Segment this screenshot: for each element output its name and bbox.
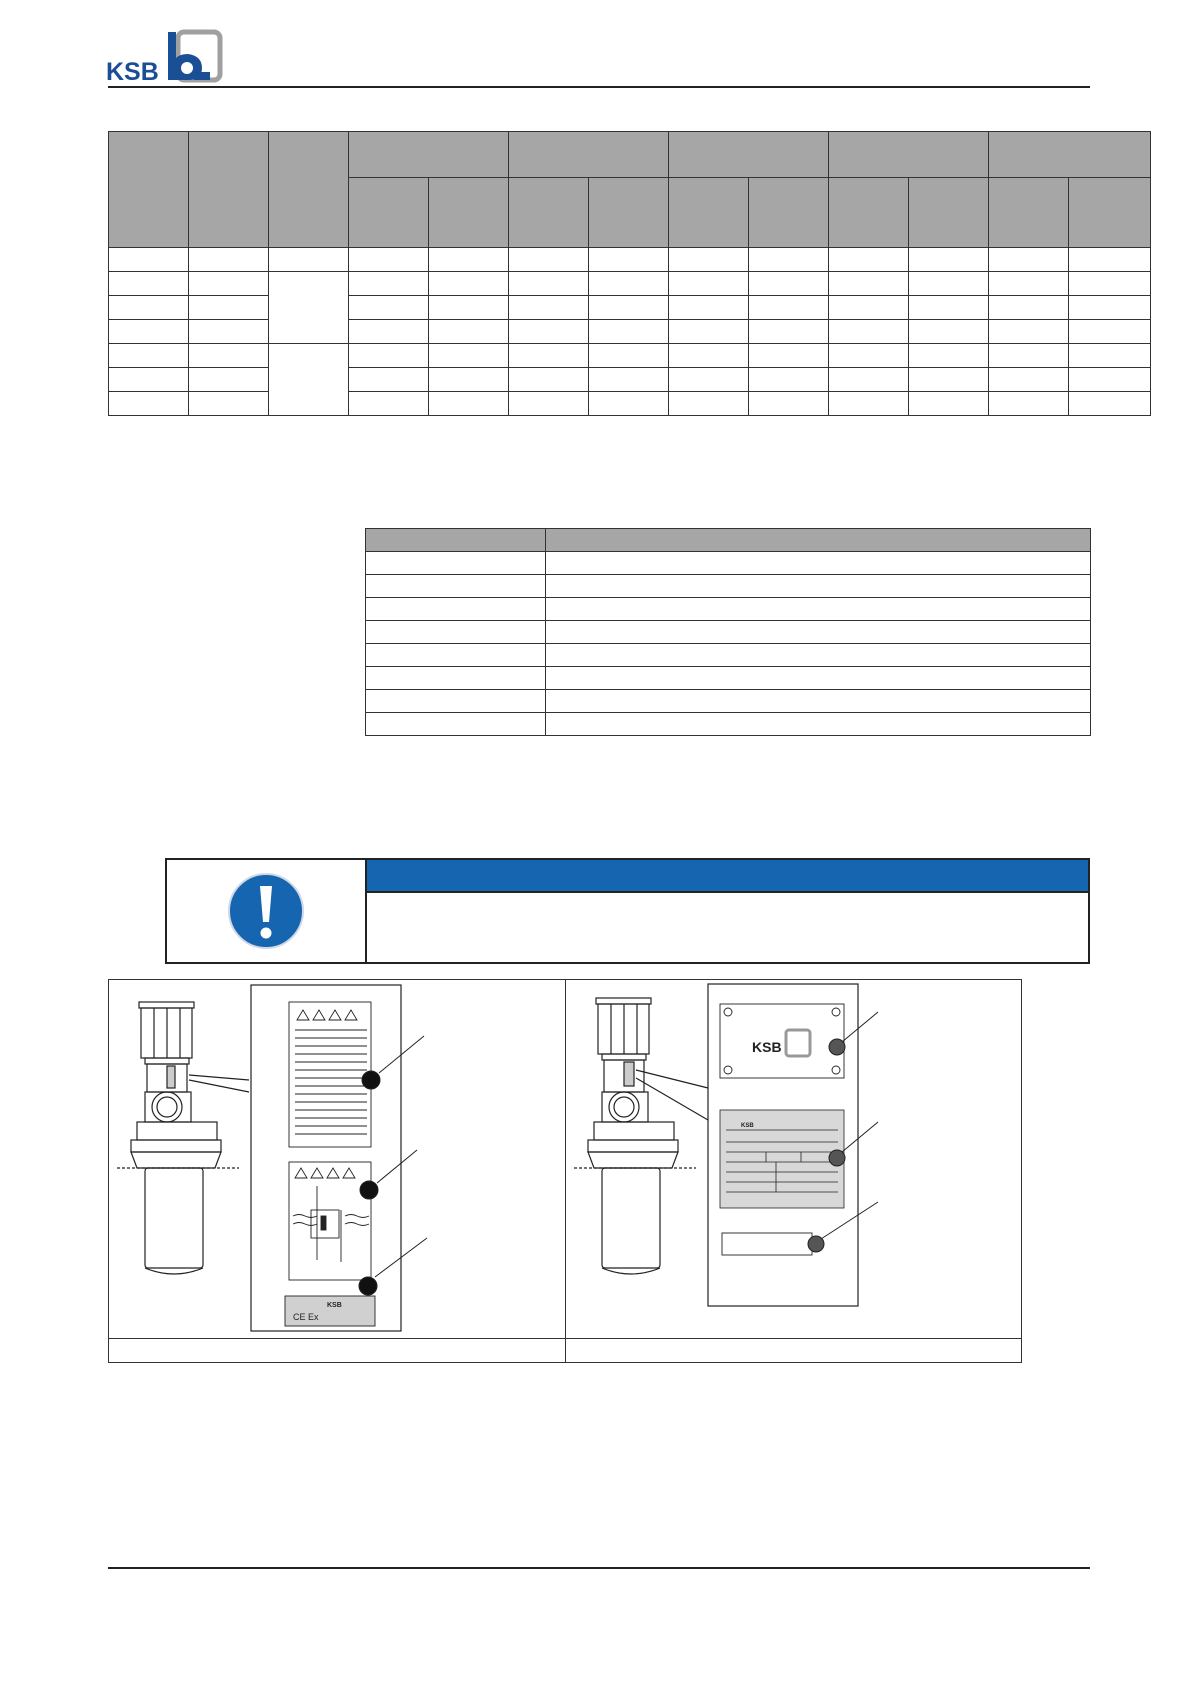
left-figure: [109, 980, 565, 1338]
table-header-cell: [749, 178, 829, 248]
plate-logo-text: KSB: [752, 1039, 782, 1055]
table-header-cell: [509, 132, 669, 178]
table-row: [366, 644, 1091, 667]
table-header-cell: [509, 178, 589, 248]
table-header-cell: [669, 178, 749, 248]
nameplate-logo-text: KSB: [327, 1302, 342, 1309]
table-header-row: [366, 529, 1091, 552]
callout-marker: [359, 1277, 377, 1295]
header-logo: [106, 28, 226, 84]
table-header-cell: [989, 178, 1069, 248]
table-row: [109, 320, 1151, 344]
figures-panel: [108, 979, 1022, 1363]
warning-label: [289, 1002, 371, 1147]
table-row: [109, 344, 1151, 368]
table-row: [109, 248, 1151, 272]
nameplate-ce-text: CE Ex: [293, 1312, 319, 1322]
notice-header-bar: [367, 860, 1088, 893]
table-row: [366, 713, 1091, 736]
callout-marker: [362, 1071, 380, 1089]
table-header-cell: [909, 178, 989, 248]
table-row: [366, 598, 1091, 621]
table-header-cell: [1069, 178, 1151, 248]
table-header-cell: [546, 529, 1091, 552]
notice-icon-cell: [167, 860, 367, 962]
table-header-cell: [989, 132, 1151, 178]
hot-surface-label: [289, 1162, 371, 1280]
table-row: [109, 368, 1151, 392]
callout-marker: [829, 1150, 845, 1166]
table-header-cell: [269, 132, 349, 248]
table-row: [109, 296, 1151, 320]
callout-marker: [829, 1039, 845, 1055]
table-row: [366, 552, 1091, 575]
table-header-cell: [429, 178, 509, 248]
small-plate: [722, 1233, 812, 1255]
footer-rule: [108, 1567, 1090, 1569]
table-row: [366, 690, 1091, 713]
table-header-cell: [366, 529, 546, 552]
table-header-cell: [349, 132, 509, 178]
table-header-cell: [589, 178, 669, 248]
callout-marker: [808, 1236, 824, 1252]
data-table-1: [108, 131, 1151, 416]
table-header-cell: [349, 178, 429, 248]
table-row: [366, 621, 1091, 644]
notice-header-text: [367, 867, 375, 883]
logo-plate: [720, 1004, 844, 1078]
table-header-cell: [829, 132, 989, 178]
ce-nameplate: [285, 1296, 375, 1326]
type-plate: [720, 1110, 844, 1208]
figures-caption-row: [109, 1338, 1021, 1339]
right-figure: [566, 980, 1022, 1338]
table-row: [109, 392, 1151, 416]
table-header-cell: [109, 132, 189, 248]
table-row: [366, 575, 1091, 598]
pump-drawing-right: [574, 998, 708, 1274]
pump-drawing-left: [117, 1002, 249, 1274]
table-header-cell: [829, 178, 909, 248]
logo-text: KSB: [106, 58, 159, 84]
callouts-left: [359, 1036, 427, 1295]
label-panel-left: [251, 985, 401, 1331]
callout-marker: [360, 1181, 378, 1199]
notice-box: [165, 858, 1090, 964]
table-header-row: [109, 132, 1151, 178]
table-header-cell: [189, 132, 269, 248]
table-header-cell: [669, 132, 829, 178]
type-plate-logo-text: KSB: [741, 1123, 754, 1129]
header-rule: [108, 86, 1090, 88]
table-row: [366, 667, 1091, 690]
table-row: [109, 272, 1151, 296]
data-table-2: [365, 528, 1091, 736]
mandatory-exclamation-icon: [227, 872, 305, 950]
